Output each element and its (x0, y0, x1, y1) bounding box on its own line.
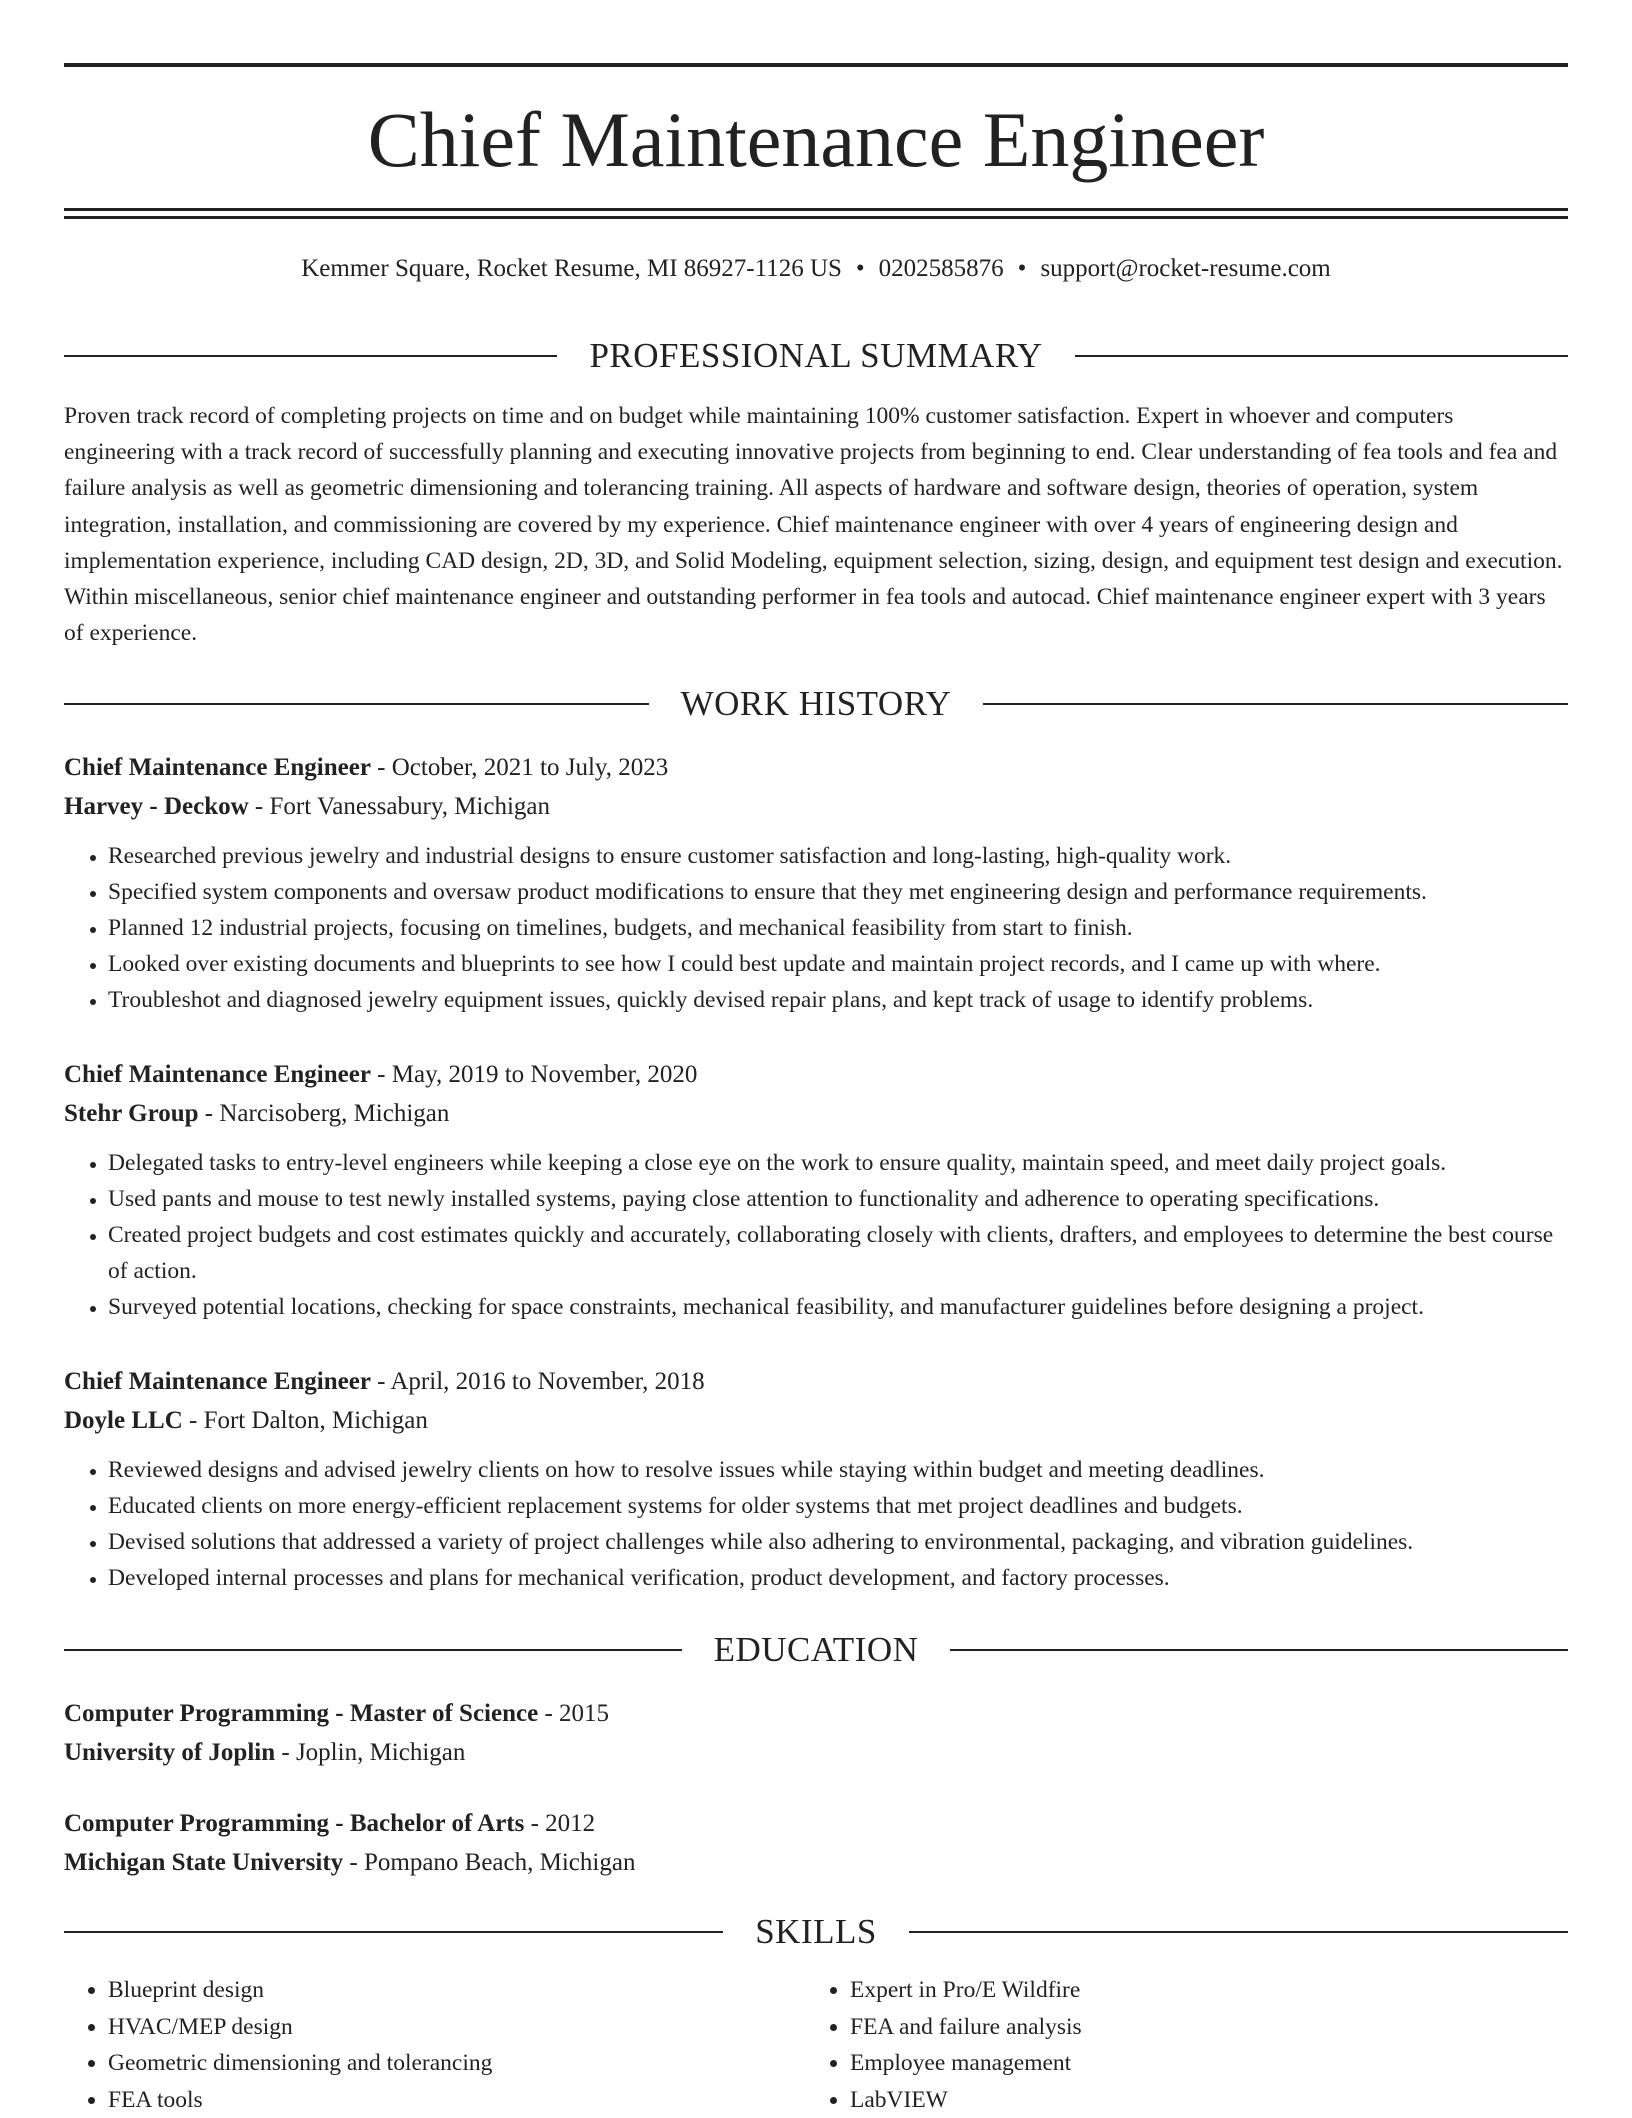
section-heading-summary (64, 334, 1568, 378)
education-entry (64, 1694, 1568, 1772)
job-company: Harvey - Deckow (64, 793, 249, 820)
divider (909, 1931, 1568, 1933)
job-dates: - May, 2019 to November, 2020 (371, 1061, 698, 1088)
education-year: - 2012 (524, 1810, 595, 1837)
list-item: • Troubleshot and diagnosed jewelry equipment issues, quickly devised repair plans, and kept track of usage to identify problems. (108, 982, 1568, 1018)
divider (64, 1649, 682, 1651)
header-bottom-rule (64, 208, 1568, 211)
contact-phone: 0202585876 (879, 255, 1004, 282)
education-location: - Joplin, Michigan (275, 1739, 465, 1766)
education-degree: Computer Programming - Master of Science (64, 1700, 538, 1727)
divider (64, 703, 649, 705)
section-heading-skills (64, 1910, 1568, 1954)
job-title: Chief Maintenance Engineer (64, 754, 371, 781)
skill-item: • Geometric dimensioning and tolerancing (108, 2045, 764, 2082)
divider (64, 355, 557, 357)
divider (983, 703, 1568, 705)
list-item: • Planned 12 industrial projects, focusing on timelines, budgets, and mechanical feasibility from start to finish. (108, 910, 1568, 946)
list-item: • Researched previous jewelry and industrial designs to ensure customer satisfaction and long-lasting, high-quality work. (108, 838, 1568, 874)
job-bullets (64, 838, 1568, 1018)
skills-list (64, 1972, 764, 2118)
list-item: • Specified system components and oversaw product modifications to ensure that they met engineering design and performance requirements. (108, 874, 1568, 910)
list-item: • Used pants and mouse to test newly installed systems, paying close attention to functionality and adherence to operating specifications. (108, 1181, 1568, 1217)
divider (64, 1931, 723, 1933)
education-location: - Pompano Beach, Michigan (343, 1849, 635, 1876)
job-bullets (64, 1452, 1568, 1596)
job-title-line (64, 748, 1568, 787)
skill-item: • Employee management (850, 2045, 1506, 2082)
education-degree-line (64, 1694, 1568, 1733)
list-item: • Developed internal processes and plans for mechanical verification, product development, and factory processes. (108, 1560, 1568, 1596)
page-title: Chief Maintenance Engineer (0, 92, 1632, 188)
job-location: - Fort Vanessabury, Michigan (249, 793, 550, 820)
contact-separator: • (856, 255, 865, 282)
contact-separator: • (1018, 255, 1027, 282)
summary-text: Proven track record of completing projects on time and on budget while maintaining 100% customer satisfaction. Expert in whoever and computers engineering with a track record of successfully planning and executing innovative projects from beginning to end. Clear understanding of fea tools and fea and failure analysis as well as geometric dimensioning and tolerancing training. All aspects of hardware and software design, theories of operation, system integration, installation, and commissioning are covered by my experience. Chief maintenance engineer with over 4 years of engineering design and implementation experience, including CAD design, 2D, 3D, and Solid Modeling, equipment selection, sizing, design, and equipment test design and execution. Within miscellaneous, senior chief maintenance engineer and outstanding performer in fea tools and autocad. Chief maintenance engineer expert with 3 years of experience. (64, 398, 1568, 651)
section-title-skills: SKILLS (723, 1912, 909, 1952)
education-school-line (64, 1733, 1568, 1772)
job-title: Chief Maintenance Engineer (64, 1061, 371, 1088)
skills-list (806, 1972, 1506, 2118)
divider (1075, 355, 1568, 357)
skill-item: • FEA tools (108, 2082, 764, 2118)
education-degree: Computer Programming - Bachelor of Arts (64, 1810, 524, 1837)
job-company-line (64, 1094, 1568, 1133)
skill-item: • Expert in Pro/E Wildfire (850, 1972, 1506, 2009)
skills-column-right (806, 1972, 1506, 2118)
list-item: • Surveyed potential locations, checking for space constraints, mechanical feasibility, and manufacturer guidelines before designing a project. (108, 1289, 1568, 1325)
job-company-line (64, 787, 1568, 826)
job-entry (64, 1362, 1568, 1596)
job-company: Doyle LLC (64, 1407, 183, 1434)
divider (950, 1649, 1568, 1651)
list-item: • Educated clients on more energy-efficient replacement systems for older systems that met project deadlines and budgets. (108, 1488, 1568, 1524)
job-company-line (64, 1401, 1568, 1440)
job-company: Stehr Group (64, 1100, 199, 1127)
list-item: • Delegated tasks to entry-level engineers while keeping a close eye on the work to ensure quality, maintain speed, and meet daily project goals. (108, 1145, 1568, 1181)
job-entry (64, 1055, 1568, 1325)
skill-item: • Blueprint design (108, 1972, 764, 2009)
section-heading-education (64, 1628, 1568, 1672)
education-entry (64, 1804, 1568, 1882)
section-title-work: WORK HISTORY (649, 684, 984, 724)
education-school: Michigan State University (64, 1849, 343, 1876)
header-top-rule (64, 63, 1568, 67)
skill-item: • LabVIEW (850, 2082, 1506, 2118)
contact-address: Kemmer Square, Rocket Resume, MI 86927-1126 US (301, 255, 842, 282)
skills-column-left (64, 1972, 764, 2118)
education-school-line (64, 1843, 1568, 1882)
list-item: • Looked over existing documents and blueprints to see how I could best update and maintain project records, and I came up with where. (108, 946, 1568, 982)
job-title: Chief Maintenance Engineer (64, 1368, 371, 1395)
list-item: • Reviewed designs and advised jewelry clients on how to resolve issues while staying within budget and meeting deadlines. (108, 1452, 1568, 1488)
skill-item: • HVAC/MEP design (108, 2009, 764, 2046)
education-degree-line (64, 1804, 1568, 1843)
job-dates: - October, 2021 to July, 2023 (371, 754, 668, 781)
job-entry (64, 748, 1568, 1018)
contact-line (0, 252, 1632, 286)
job-bullets (64, 1145, 1568, 1325)
job-title-line (64, 1362, 1568, 1401)
education-school: University of Joplin (64, 1739, 275, 1766)
list-item: • Created project budgets and cost estimates quickly and accurately, collaborating closely with clients, drafters, and employees to determine the best course of action. (108, 1217, 1568, 1289)
list-item: • Devised solutions that addressed a variety of project challenges while also adhering to environmental, packaging, and vibration guidelines. (108, 1524, 1568, 1560)
section-heading-work (64, 682, 1568, 726)
section-title-summary: PROFESSIONAL SUMMARY (557, 336, 1074, 376)
contact-email: support@rocket-resume.com (1040, 255, 1330, 282)
section-title-education: EDUCATION (682, 1630, 951, 1670)
job-title-line (64, 1055, 1568, 1094)
job-dates: - April, 2016 to November, 2018 (371, 1368, 705, 1395)
job-location: - Narcisoberg, Michigan (199, 1100, 450, 1127)
skill-item: • FEA and failure analysis (850, 2009, 1506, 2046)
job-location: - Fort Dalton, Michigan (183, 1407, 428, 1434)
education-year: - 2015 (538, 1700, 609, 1727)
header-bottom-rule-double (64, 216, 1568, 219)
